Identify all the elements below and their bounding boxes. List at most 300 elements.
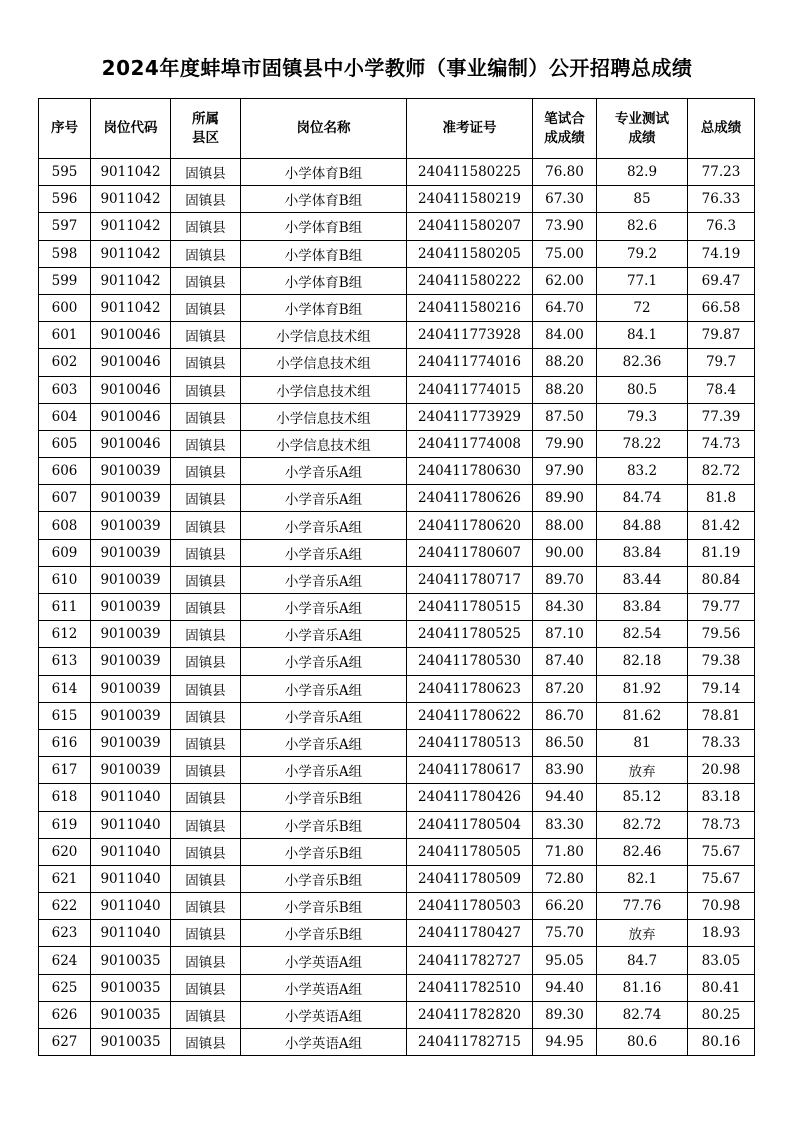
table-row [39, 947, 755, 974]
page-title: 2024年度蚌埠市固镇县中小学教师（事业编制）公开招聘总成绩 [101, 56, 693, 80]
cell-written-score: 87.10 [533, 621, 597, 648]
cell-seq: 613 [39, 648, 91, 675]
cell-ticket: 240411782715 [407, 1029, 533, 1056]
table-row [39, 349, 755, 376]
col-header-written-line1: 笔试合 [544, 110, 585, 127]
cell-ticket: 240411580225 [407, 159, 533, 186]
cell-total-score: 69.47 [688, 267, 755, 294]
cell-total-score: 78.33 [688, 729, 755, 756]
cell-seq: 599 [39, 267, 91, 294]
cell-ticket: 240411774008 [407, 430, 533, 457]
cell-seq: 601 [39, 322, 91, 349]
table-row [39, 240, 755, 267]
cell-ticket: 240411780617 [407, 757, 533, 784]
cell-county: 固镇县 [171, 159, 241, 186]
cell-seq: 596 [39, 186, 91, 213]
cell-county: 固镇县 [171, 566, 241, 593]
cell-test-score: 80.6 [597, 1029, 688, 1056]
cell-written-score: 88.00 [533, 512, 597, 539]
cell-county: 固镇县 [171, 947, 241, 974]
cell-test-score: 82.74 [597, 1001, 688, 1028]
cell-total-score: 79.56 [688, 621, 755, 648]
cell-written-score: 73.90 [533, 213, 597, 240]
cell-total-score: 80.41 [688, 974, 755, 1001]
table-row [39, 729, 755, 756]
cell-ticket: 240411780427 [407, 920, 533, 947]
cell-county: 固镇县 [171, 648, 241, 675]
cell-ticket: 240411580205 [407, 240, 533, 267]
cell-county: 固镇县 [171, 1001, 241, 1028]
cell-seq: 627 [39, 1029, 91, 1056]
cell-total-score: 77.39 [688, 403, 755, 430]
cell-post-code: 9011042 [91, 159, 171, 186]
cell-test-score: 81.92 [597, 675, 688, 702]
table-row [39, 485, 755, 512]
col-header-county [171, 99, 241, 159]
table-row [39, 159, 755, 186]
cell-total-score: 81.8 [688, 485, 755, 512]
cell-ticket: 240411774015 [407, 376, 533, 403]
cell-written-score: 90.00 [533, 539, 597, 566]
cell-county: 固镇县 [171, 349, 241, 376]
cell-ticket: 240411780503 [407, 893, 533, 920]
cell-written-score: 62.00 [533, 267, 597, 294]
cell-test-score: 84.1 [597, 322, 688, 349]
table-row [39, 539, 755, 566]
cell-post-name: 小学音乐A组 [241, 675, 407, 702]
cell-county: 固镇县 [171, 594, 241, 621]
cell-ticket: 240411782727 [407, 947, 533, 974]
cell-ticket: 240411580216 [407, 294, 533, 321]
cell-county: 固镇县 [171, 920, 241, 947]
cell-post-code: 9010039 [91, 757, 171, 784]
table-row [39, 757, 755, 784]
cell-county: 固镇县 [171, 974, 241, 1001]
table-header-row [39, 99, 755, 159]
cell-post-code: 9011040 [91, 811, 171, 838]
cell-ticket: 240411780504 [407, 811, 533, 838]
cell-test-score: 79.3 [597, 403, 688, 430]
cell-written-score: 84.30 [533, 594, 597, 621]
cell-test-score: 83.84 [597, 539, 688, 566]
col-header-test [597, 99, 688, 159]
cell-post-name: 小学音乐A组 [241, 512, 407, 539]
cell-seq: 602 [39, 349, 91, 376]
cell-post-name: 小学信息技术组 [241, 376, 407, 403]
cell-post-code: 9010035 [91, 947, 171, 974]
cell-county: 固镇县 [171, 539, 241, 566]
cell-ticket: 240411782510 [407, 974, 533, 1001]
cell-ticket: 240411782820 [407, 1001, 533, 1028]
cell-county: 固镇县 [171, 240, 241, 267]
score-table [38, 98, 755, 1056]
cell-post-name: 小学音乐A组 [241, 566, 407, 593]
cell-post-code: 9010039 [91, 594, 171, 621]
cell-test-score: 85.12 [597, 784, 688, 811]
cell-post-name: 小学体育B组 [241, 159, 407, 186]
cell-written-score: 94.40 [533, 784, 597, 811]
cell-post-code: 9011042 [91, 240, 171, 267]
cell-test-score: 放弃 [597, 757, 688, 784]
cell-total-score: 79.14 [688, 675, 755, 702]
table-row [39, 458, 755, 485]
cell-post-name: 小学信息技术组 [241, 403, 407, 430]
cell-written-score: 75.70 [533, 920, 597, 947]
cell-seq: 609 [39, 539, 91, 566]
cell-test-score: 83.84 [597, 594, 688, 621]
cell-post-code: 9010039 [91, 485, 171, 512]
cell-total-score: 18.93 [688, 920, 755, 947]
cell-total-score: 20.98 [688, 757, 755, 784]
cell-test-score: 72 [597, 294, 688, 321]
cell-written-score: 83.30 [533, 811, 597, 838]
cell-total-score: 79.38 [688, 648, 755, 675]
cell-ticket: 240411780607 [407, 539, 533, 566]
cell-post-name: 小学体育B组 [241, 294, 407, 321]
cell-seq: 597 [39, 213, 91, 240]
col-header-test-line1: 专业测试 [615, 110, 669, 127]
cell-written-score: 95.05 [533, 947, 597, 974]
table-row [39, 974, 755, 1001]
cell-total-score: 83.05 [688, 947, 755, 974]
cell-total-score: 79.87 [688, 322, 755, 349]
cell-test-score: 81.62 [597, 702, 688, 729]
cell-test-score: 85 [597, 186, 688, 213]
cell-seq: 619 [39, 811, 91, 838]
cell-seq: 618 [39, 784, 91, 811]
table-row [39, 594, 755, 621]
cell-county: 固镇县 [171, 893, 241, 920]
col-header-county-line2: 县区 [192, 129, 219, 146]
cell-county: 固镇县 [171, 186, 241, 213]
cell-county: 固镇县 [171, 621, 241, 648]
table-row [39, 376, 755, 403]
cell-total-score: 74.19 [688, 240, 755, 267]
table-row [39, 294, 755, 321]
cell-seq: 623 [39, 920, 91, 947]
cell-written-score: 86.70 [533, 702, 597, 729]
table-row [39, 838, 755, 865]
cell-post-name: 小学音乐A组 [241, 458, 407, 485]
cell-post-name: 小学信息技术组 [241, 349, 407, 376]
cell-test-score: 84.88 [597, 512, 688, 539]
cell-post-name: 小学音乐B组 [241, 784, 407, 811]
cell-written-score: 72.80 [533, 865, 597, 892]
cell-county: 固镇县 [171, 702, 241, 729]
cell-written-score: 86.50 [533, 729, 597, 756]
cell-county: 固镇县 [171, 1029, 241, 1056]
cell-seq: 595 [39, 159, 91, 186]
cell-seq: 611 [39, 594, 91, 621]
cell-county: 固镇县 [171, 294, 241, 321]
col-header-seq: 序号 [39, 99, 91, 159]
cell-total-score: 76.3 [688, 213, 755, 240]
cell-total-score: 78.73 [688, 811, 755, 838]
col-header-county-line1: 所属 [192, 110, 219, 127]
cell-county: 固镇县 [171, 757, 241, 784]
cell-total-score: 80.25 [688, 1001, 755, 1028]
cell-total-score: 79.77 [688, 594, 755, 621]
cell-seq: 621 [39, 865, 91, 892]
cell-post-code: 9011040 [91, 920, 171, 947]
cell-post-code: 9010046 [91, 403, 171, 430]
cell-county: 固镇县 [171, 512, 241, 539]
cell-post-name: 小学英语A组 [241, 974, 407, 1001]
cell-post-code: 9010039 [91, 702, 171, 729]
cell-seq: 615 [39, 702, 91, 729]
cell-county: 固镇县 [171, 322, 241, 349]
cell-written-score: 94.95 [533, 1029, 597, 1056]
cell-test-score: 82.72 [597, 811, 688, 838]
cell-total-score: 78.4 [688, 376, 755, 403]
table-row [39, 322, 755, 349]
cell-test-score: 82.1 [597, 865, 688, 892]
cell-post-code: 9010039 [91, 566, 171, 593]
cell-total-score: 83.18 [688, 784, 755, 811]
col-header-post-code: 岗位代码 [91, 99, 171, 159]
cell-total-score: 80.16 [688, 1029, 755, 1056]
cell-post-name: 小学体育B组 [241, 240, 407, 267]
cell-seq: 608 [39, 512, 91, 539]
cell-test-score: 83.2 [597, 458, 688, 485]
cell-county: 固镇县 [171, 838, 241, 865]
cell-test-score: 82.46 [597, 838, 688, 865]
cell-written-score: 64.70 [533, 294, 597, 321]
table-row [39, 784, 755, 811]
col-header-written-line2: 成成绩 [544, 129, 585, 146]
cell-post-name: 小学英语A组 [241, 1029, 407, 1056]
cell-post-name: 小学信息技术组 [241, 430, 407, 457]
cell-post-code: 9010039 [91, 729, 171, 756]
cell-post-code: 9011042 [91, 213, 171, 240]
cell-total-score: 77.23 [688, 159, 755, 186]
cell-post-code: 9010046 [91, 430, 171, 457]
cell-written-score: 71.80 [533, 838, 597, 865]
table-row [39, 702, 755, 729]
cell-post-name: 小学音乐A组 [241, 539, 407, 566]
cell-county: 固镇县 [171, 865, 241, 892]
cell-total-score: 81.42 [688, 512, 755, 539]
cell-ticket: 240411780717 [407, 566, 533, 593]
cell-written-score: 75.00 [533, 240, 597, 267]
table-row [39, 675, 755, 702]
cell-written-score: 94.40 [533, 974, 597, 1001]
cell-written-score: 87.20 [533, 675, 597, 702]
cell-written-score: 83.90 [533, 757, 597, 784]
table-row [39, 811, 755, 838]
table-body [39, 159, 755, 1056]
cell-post-code: 9010039 [91, 648, 171, 675]
cell-test-score: 82.9 [597, 159, 688, 186]
cell-ticket: 240411780505 [407, 838, 533, 865]
cell-seq: 622 [39, 893, 91, 920]
cell-seq: 617 [39, 757, 91, 784]
cell-post-code: 9010039 [91, 512, 171, 539]
cell-seq: 606 [39, 458, 91, 485]
cell-post-code: 9011040 [91, 865, 171, 892]
cell-post-code: 9010046 [91, 322, 171, 349]
cell-county: 固镇县 [171, 267, 241, 294]
cell-post-name: 小学音乐A组 [241, 729, 407, 756]
cell-post-name: 小学体育B组 [241, 186, 407, 213]
cell-post-code: 9010039 [91, 539, 171, 566]
cell-post-name: 小学音乐B组 [241, 865, 407, 892]
cell-seq: 625 [39, 974, 91, 1001]
cell-ticket: 240411780620 [407, 512, 533, 539]
cell-ticket: 240411580207 [407, 213, 533, 240]
cell-ticket: 240411780626 [407, 485, 533, 512]
cell-seq: 616 [39, 729, 91, 756]
cell-post-name: 小学信息技术组 [241, 322, 407, 349]
cell-ticket: 240411773929 [407, 403, 533, 430]
table-row [39, 893, 755, 920]
cell-seq: 604 [39, 403, 91, 430]
cell-seq: 624 [39, 947, 91, 974]
cell-seq: 614 [39, 675, 91, 702]
cell-post-code: 9010039 [91, 621, 171, 648]
table-row [39, 186, 755, 213]
cell-test-score: 82.18 [597, 648, 688, 675]
cell-total-score: 79.7 [688, 349, 755, 376]
cell-written-score: 87.40 [533, 648, 597, 675]
cell-total-score: 82.72 [688, 458, 755, 485]
cell-written-score: 97.90 [533, 458, 597, 485]
cell-post-code: 9011042 [91, 267, 171, 294]
cell-test-score: 77.76 [597, 893, 688, 920]
cell-written-score: 76.80 [533, 159, 597, 186]
cell-ticket: 240411580222 [407, 267, 533, 294]
cell-test-score: 84.7 [597, 947, 688, 974]
table-row [39, 621, 755, 648]
cell-post-name: 小学英语A组 [241, 1001, 407, 1028]
cell-county: 固镇县 [171, 729, 241, 756]
cell-seq: 607 [39, 485, 91, 512]
cell-written-score: 67.30 [533, 186, 597, 213]
cell-post-code: 9011042 [91, 186, 171, 213]
cell-post-code: 9010035 [91, 974, 171, 1001]
cell-post-code: 9010035 [91, 1029, 171, 1056]
cell-test-score: 82.6 [597, 213, 688, 240]
cell-seq: 610 [39, 566, 91, 593]
table-row [39, 512, 755, 539]
cell-post-code: 9010046 [91, 376, 171, 403]
cell-total-score: 75.67 [688, 865, 755, 892]
cell-county: 固镇县 [171, 784, 241, 811]
cell-seq: 626 [39, 1001, 91, 1028]
table-row [39, 403, 755, 430]
cell-ticket: 240411780513 [407, 729, 533, 756]
cell-seq: 600 [39, 294, 91, 321]
cell-post-name: 小学英语A组 [241, 947, 407, 974]
table-row [39, 1029, 755, 1056]
cell-county: 固镇县 [171, 213, 241, 240]
cell-post-code: 9011040 [91, 784, 171, 811]
cell-county: 固镇县 [171, 458, 241, 485]
table-row [39, 865, 755, 892]
cell-post-name: 小学音乐A组 [241, 702, 407, 729]
cell-ticket: 240411780622 [407, 702, 533, 729]
cell-post-name: 小学体育B组 [241, 213, 407, 240]
cell-post-code: 9010039 [91, 675, 171, 702]
cell-post-code: 9010039 [91, 458, 171, 485]
cell-post-name: 小学音乐A组 [241, 594, 407, 621]
cell-post-code: 9010035 [91, 1001, 171, 1028]
cell-post-name: 小学音乐B组 [241, 811, 407, 838]
cell-county: 固镇县 [171, 403, 241, 430]
cell-test-score: 81 [597, 729, 688, 756]
cell-written-score: 89.70 [533, 566, 597, 593]
cell-ticket: 240411580219 [407, 186, 533, 213]
cell-total-score: 70.98 [688, 893, 755, 920]
cell-total-score: 75.67 [688, 838, 755, 865]
cell-test-score: 82.36 [597, 349, 688, 376]
cell-test-score: 83.44 [597, 566, 688, 593]
cell-county: 固镇县 [171, 430, 241, 457]
cell-seq: 605 [39, 430, 91, 457]
cell-county: 固镇县 [171, 376, 241, 403]
cell-post-code: 9010046 [91, 349, 171, 376]
cell-ticket: 240411780525 [407, 621, 533, 648]
cell-total-score: 81.19 [688, 539, 755, 566]
cell-ticket: 240411773928 [407, 322, 533, 349]
cell-county: 固镇县 [171, 811, 241, 838]
cell-post-name: 小学音乐B组 [241, 838, 407, 865]
cell-post-code: 9011040 [91, 838, 171, 865]
cell-written-score: 88.20 [533, 376, 597, 403]
cell-ticket: 240411780630 [407, 458, 533, 485]
cell-seq: 603 [39, 376, 91, 403]
cell-post-code: 9011040 [91, 893, 171, 920]
cell-written-score: 89.90 [533, 485, 597, 512]
cell-test-score: 81.16 [597, 974, 688, 1001]
cell-test-score: 77.1 [597, 267, 688, 294]
cell-total-score: 76.33 [688, 186, 755, 213]
cell-seq: 612 [39, 621, 91, 648]
cell-post-name: 小学音乐A组 [241, 648, 407, 675]
table-row [39, 430, 755, 457]
col-header-ticket: 准考证号 [407, 99, 533, 159]
cell-test-score: 放弃 [597, 920, 688, 947]
col-header-written [533, 99, 597, 159]
cell-test-score: 82.54 [597, 621, 688, 648]
cell-ticket: 240411774016 [407, 349, 533, 376]
cell-test-score: 80.5 [597, 376, 688, 403]
table-row [39, 648, 755, 675]
cell-seq: 620 [39, 838, 91, 865]
cell-total-score: 78.81 [688, 702, 755, 729]
cell-ticket: 240411780509 [407, 865, 533, 892]
cell-post-name: 小学音乐A组 [241, 757, 407, 784]
cell-written-score: 79.90 [533, 430, 597, 457]
cell-post-code: 9011042 [91, 294, 171, 321]
cell-written-score: 89.30 [533, 1001, 597, 1028]
table-row [39, 1001, 755, 1028]
cell-total-score: 80.84 [688, 566, 755, 593]
cell-written-score: 87.50 [533, 403, 597, 430]
cell-county: 固镇县 [171, 675, 241, 702]
cell-post-name: 小学音乐B组 [241, 920, 407, 947]
cell-post-name: 小学体育B组 [241, 267, 407, 294]
table-row [39, 267, 755, 294]
cell-total-score: 74.73 [688, 430, 755, 457]
cell-ticket: 240411780530 [407, 648, 533, 675]
cell-ticket: 240411780623 [407, 675, 533, 702]
cell-county: 固镇县 [171, 485, 241, 512]
table-row [39, 566, 755, 593]
col-header-total: 总成绩 [688, 99, 755, 159]
cell-ticket: 240411780515 [407, 594, 533, 621]
col-header-post-name: 岗位名称 [241, 99, 407, 159]
